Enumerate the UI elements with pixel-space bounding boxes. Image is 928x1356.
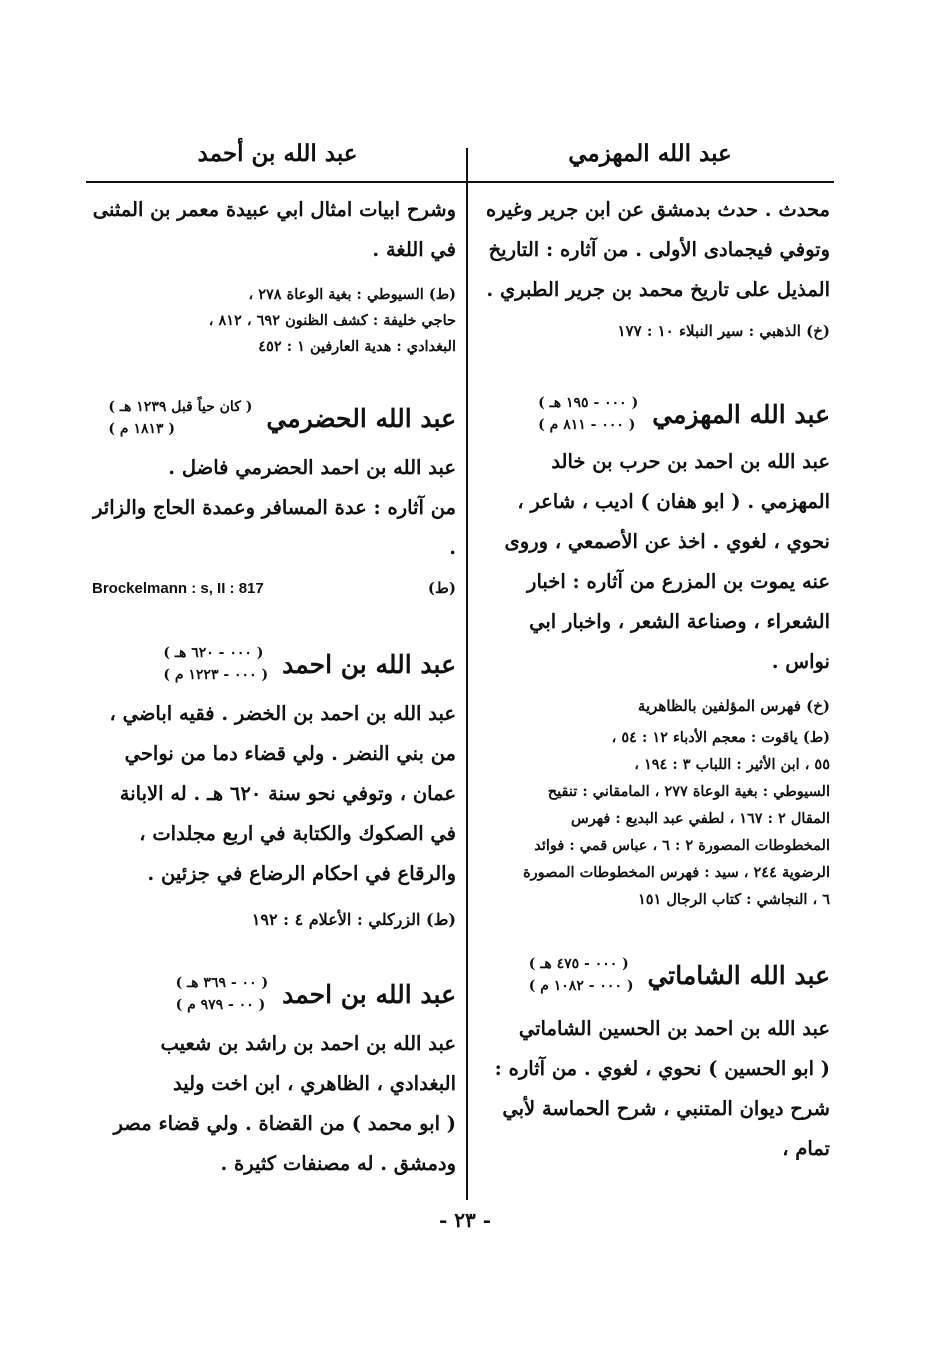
entry-text-line: عبد الله بن احمد بن الحسين الشاماتي <box>518 1017 830 1040</box>
entry-text-line: المهزمي . ( ابو هفان ) اديب ، شاعر ، <box>517 490 830 513</box>
reference-line: (ط) الزركلي : الأعلام ٤ : ١٩٢ <box>251 910 456 929</box>
entry-dates <box>176 972 269 1016</box>
running-header-right: عبد الله المهزمي <box>568 140 732 167</box>
entry-name: عبد الله الحضرمي <box>266 403 456 433</box>
entry-text-line: ( ابو الحسين ) نحوي ، لغوي . من آثاره : <box>494 1057 830 1080</box>
hijri-date: ( ٠٠٠ - ١٩٥ هـ ) <box>538 395 639 411</box>
entry-text-line: عبد الله بن احمد الحضرمي فاضل . <box>168 456 456 479</box>
entry-text-line: من آثاره : عدة المسافر وعمدة الحاج والزائر . <box>93 496 456 559</box>
entry-dates <box>538 392 638 436</box>
gregorian-date: ( ٠٠٠ - ١٢٢٣ م ) <box>163 667 269 683</box>
reference-line: المخطوطات المصورة ٢ : ٦ ، عباس قمي : فوائد <box>534 837 830 854</box>
column-divider <box>466 148 468 1200</box>
entry-heading <box>92 388 456 448</box>
reference-line: الرضوية ٢٤٤ ، سيد : فهرس المخطوطات المصورة <box>523 864 830 881</box>
entry-text-line: عبد الله بن احمد بن الخضر . فقيه اباضي ، <box>109 702 456 725</box>
hijri-date: ( ٠٠٠ - ٤٧٥ هـ ) <box>528 956 629 972</box>
reference-marker: (ط) <box>427 579 456 597</box>
latin-reference: Brockelmann : s, II : 817 <box>92 579 264 597</box>
reference-line: (خ) الذهبي : سير النبلاء ١٠ : ١٧٧ <box>617 322 830 340</box>
reference-line: ٦ ، النجاشي : كتاب الرجال ١٥١ <box>637 891 830 908</box>
entry-heading <box>92 634 456 694</box>
entry-text-line: ( ابو محمد ) من القضاة . ولي قضاء مصر <box>113 1112 456 1135</box>
right-column <box>478 190 830 1169</box>
gregorian-date: ( ٠٠٠ - ٨١١ م ) <box>538 417 636 433</box>
entry-text-line: شرح ديوان المتنبي ، شرح الحماسة لأبي تمام ، <box>502 1097 830 1160</box>
entry-text-line: المذيل على تاريخ محمد بن جرير الطبري . <box>486 278 830 301</box>
entry-text-line: في الصكوك والكتابة في اربع مجلدات ، <box>139 822 456 845</box>
reference-line: ٥٥ ، ابن الأثير : اللباب ٣ : ١٩٤ ، <box>634 756 830 773</box>
entry-heading <box>478 947 830 1003</box>
gregorian-date: ( ٠٠ - ٩٧٩ م ) <box>175 997 266 1013</box>
hijri-date: ( ٠٠ - ٣٦٩ هـ ) <box>175 975 269 991</box>
entry-text-line: عبد الله بن احمد بن حرب بن خالد <box>551 450 830 473</box>
entry-dates <box>529 953 634 997</box>
entry-name: عبد الله بن احمد <box>282 649 456 679</box>
entry-name: عبد الله بن احمد <box>282 979 456 1009</box>
entry-heading <box>478 386 830 442</box>
gregorian-date: ( ١٨١٣ م ) <box>108 421 176 437</box>
entry-text-line: محدث . حدث بدمشق عن ابن جرير وغيره <box>486 198 830 221</box>
entry-text-line: في اللغة . <box>372 238 456 261</box>
hijri-date: ( ٠٠٠ - ٦٢٠ هـ ) <box>163 645 264 661</box>
entry-dates <box>163 642 268 686</box>
entry-name: عبد الله المهزمي <box>652 399 830 429</box>
entry-text-line: عنه يموت بن المزرع من آثاره : اخبار <box>527 570 830 593</box>
reference-line: المقال ٢ : ١٦٧ ، لطفي عبد البديع : فهرس <box>571 810 830 827</box>
entry-text-line: عبد الله بن احمد بن راشد بن شعيب <box>160 1032 456 1055</box>
page-number: - ٢٣ - <box>438 1208 491 1232</box>
entry-text-line: من بني النضر . ولي قضاء دما من نواحي <box>124 742 456 765</box>
hijri-date: ( كان حياً قبل ١٢٣٩ هـ ) <box>108 399 253 415</box>
entry-text-line: وشرح ابيات امثال ابي عبيدة معمر بن المثنى <box>92 198 456 221</box>
entry-text-line: وتوفي فيجمادى الأولى . من آثاره : التاريخ <box>488 238 830 261</box>
entry-dates <box>108 396 252 440</box>
entry-name: عبد الله الشاماتي <box>647 960 830 990</box>
entry-text-line: نحوي ، لغوي . اخذ عن الأصمعي ، وروى <box>504 530 830 553</box>
entry-text-line: البغدادي ، الظاهري ، ابن اخت وليد <box>173 1072 456 1095</box>
reference-line: (ط) السيوطي : بغية الوعاة ٢٧٨ ، <box>248 286 456 303</box>
reference-line: حاجي خليفة : كشف الظنون ٦٩٢ ، ٨١٢ ، <box>208 312 456 329</box>
reference-line: (خ) فهرس المؤلفين بالظاهرية <box>637 697 830 715</box>
reference-line: (ط) ياقوت : معجم الأدباء ١٢ : ٥٤ ، <box>611 729 830 746</box>
left-column <box>92 190 456 1184</box>
entry-text-line: الشعراء ، وصناعة الشعر ، واخبار ابي نواس . <box>529 610 830 673</box>
entry-text-line: ودمشق . له مصنفات كثيرة . <box>220 1152 456 1175</box>
running-header-left: عبد الله بن أحمد <box>197 140 358 167</box>
entry-heading <box>92 964 456 1024</box>
entry-text-line: والرقاع في احكام الرضاع في جزئين . <box>147 862 456 885</box>
reference-line <box>92 568 456 608</box>
reference-line: السيوطي : بغية الوعاة ٢٧٧ ، المامقاني : تنقيح <box>547 783 830 800</box>
gregorian-date: ( ٠٠٠ - ١٠٨٢ م ) <box>528 978 634 994</box>
header-rule <box>86 181 834 183</box>
reference-line: البغدادي : هدية العارفين ١ : ٤٥٢ <box>258 338 456 355</box>
entry-text-line: عمان ، وتوفي نحو سنة ٦٢٠ هـ . له الابانة <box>119 782 456 805</box>
